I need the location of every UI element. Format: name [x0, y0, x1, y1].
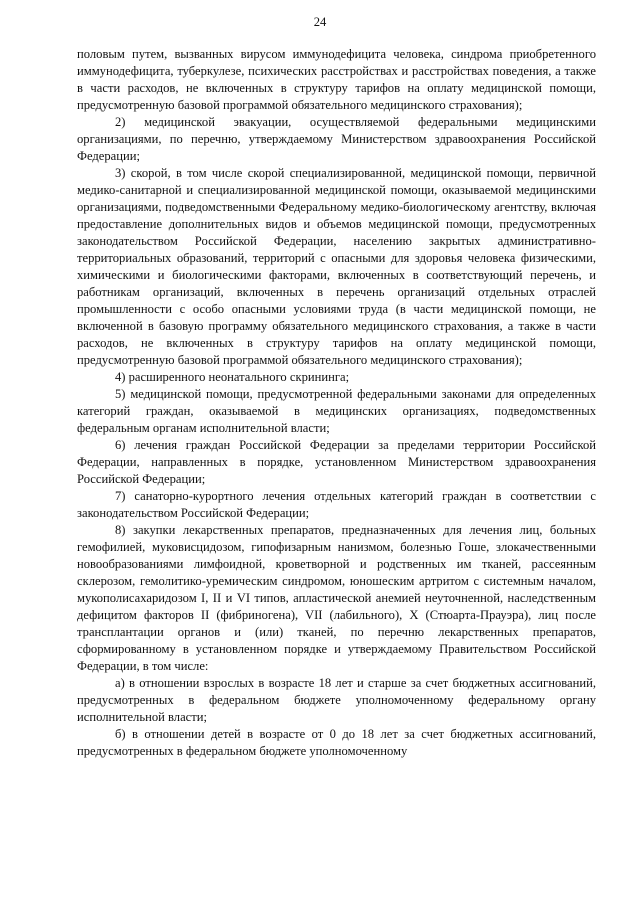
- paragraph-item-4: 4) расширенного неонатального скрининга;: [115, 370, 350, 384]
- paragraph-subitem-a: а) в отношении взрослых в возрасте 18 лет и старше за счет бюджетных ассигнований, предусмотренных в федеральном бюджете уполномоченному федеральному органу исполнительной власти;: [77, 676, 596, 724]
- page-number: 24: [313, 15, 327, 29]
- paragraph-item-3: 3) скорой, в том числе скорой специализированной, медицинской помощи, первичной медико-санитарной и специализированной медицинской помощи, оказываемой медицинскими организациями, подведомственными Федеральному медико-биологическому агентству, включая предоставление дополнительных видов и объемов медицинской помощи, предусмотренных законодательством Российской Федерации, населению закрытых административно-территориальных образований, территорий с опасными для здоровья человека физическими, химическими и биологическими факторами, включенных в соответствующий перечень, и работникам организаций, включенных в перечень организаций отдельных отраслей промышленности с особо опасными условиями труда (в части медицинской помощи, не включенной в базовую программу обязательного медицинского страхования, а также в части расходов, не включенных в структуру тарифов на оплату медицинской помощи, предусмотренную базовой программой обязательного медицинского страхования);: [77, 166, 596, 367]
- paragraph-item-6: 6) лечения граждан Российской Федерации за пределами территории Российской Федерации, направленных в порядке, установленном Министерством здравоохранения Российской Федерации;: [77, 438, 596, 486]
- paragraph-continued: половым путем, вызванных вирусом иммунодефицита человека, синдрома приобретенного иммунодефицита, туберкулезе, психических расстройствах и расстройствах поведения, а также в части расходов, не включенных в структуру тарифов на оплату медицинской помощи, предусмотренную базовой программой обязательного медицинского страхования);: [77, 47, 596, 112]
- paragraph-item-5: 5) медицинской помощи, предусмотренной федеральными законами для определенных категорий граждан, оказываемой в медицинских организациях, подведомственных федеральным органам исполнительной власти;: [77, 387, 596, 435]
- paragraph-item-2: 2) медицинской эвакуации, осуществляемой федеральными медицинскими организациями, по перечню, утверждаемому Министерством здравоохранения Российской Федерации;: [77, 115, 596, 163]
- paragraph-subitem-b: б) в отношении детей в возрасте от 0 до 18 лет за счет бюджетных ассигнований, предусмотренных в федеральном бюджете уполномоченному: [77, 727, 596, 758]
- paragraph-item-7: 7) санаторно-курортного лечения отдельных категорий граждан в соответствии с законодательством Российской Федерации;: [77, 489, 596, 520]
- paragraph-item-8: 8) закупки лекарственных препаратов, предназначенных для лечения лиц, больных гемофилией, муковисцидозом, гипофизарным нанизмом, болезнью Гоше, злокачественными новообразованиями лимфоидной, кроветворной и родственных им тканей, рассеянным склерозом, гемолитико-уремическим синдромом, юношеским артритом с системным началом, мукополисахаридозом I, II и VI типов, апластической анемией неуточненной, наследственным дефицитом факторов II (фибриногена), VII (лабильного), X (Стюарта-Прауэра), лиц после трансплантации органов и (или) тканей, по перечню лекарственных препаратов, сформированному в установленном порядке и утверждаемому Правительством Российской Федерации, в том числе:: [77, 523, 596, 673]
- document-body: [77, 46, 596, 760]
